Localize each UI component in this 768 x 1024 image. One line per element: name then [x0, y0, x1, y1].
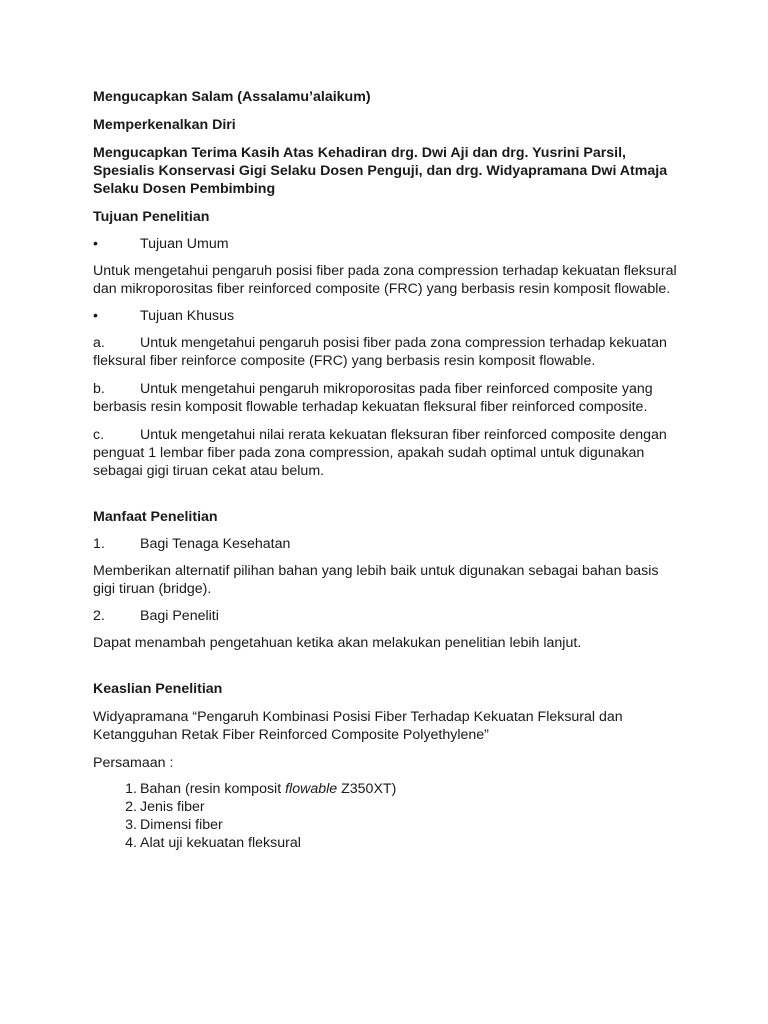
list-text: Dimensi fiber	[140, 817, 223, 833]
bullet-marker: •	[93, 308, 98, 324]
tujuan-umum-bullet	[93, 236, 683, 252]
tujuan-khusus-item-a	[93, 334, 683, 370]
bullet-marker: •	[93, 236, 98, 252]
item-marker: 1.	[93, 536, 105, 552]
tujuan-umum-text: Untuk mengetahui pengaruh posisi fiber pada zona compression terhadap kekuatan fleksural dan mikroporositas fiber reinforced composite (FRC) yang berbasis resin komposit flowable.	[93, 263, 677, 297]
persamaan-list	[93, 780, 683, 852]
manfaat-item-2-text: Dapat menambah pengetahuan ketika akan melakukan penelitian lebih lanjut.	[93, 635, 582, 651]
tujuan-umum-label: Tujuan Umum	[140, 236, 229, 252]
list-item	[125, 780, 683, 798]
item-text: Untuk mengetahui nilai rerata kekuatan fleksuran fiber reinforced composite dengan penguat 1 lembar fiber pada zona compression, apakah sudah optimal untuk digunakan sebagai gigi tiruan cekat atau belum.	[93, 427, 667, 479]
tujuan-khusus-label: Tujuan Khusus	[140, 308, 235, 324]
intro-line: Memperkenalkan Diri	[93, 117, 236, 133]
list-number: 3.	[125, 817, 137, 833]
keaslian-heading: Keaslian Penelitian	[93, 681, 223, 697]
item-text: Untuk mengetahui pengaruh posisi fiber pada zona compression terhadap kekuatan fleksural fiber reinforce composite (FRC) yang berbasis resin komposit flowable.	[93, 335, 667, 369]
tujuan-heading: Tujuan Penelitian	[93, 209, 210, 225]
list-item	[125, 816, 683, 834]
manfaat-item-label: Bagi Tenaga Kesehatan	[140, 536, 291, 552]
item-marker: 2.	[93, 608, 105, 624]
manfaat-item-label: Bagi Peneliti	[140, 608, 219, 624]
persamaan-label: Persamaan :	[93, 755, 174, 771]
manfaat-heading: Manfaat Penelitian	[93, 509, 218, 525]
tujuan-khusus-bullet	[93, 308, 683, 324]
item-marker: b.	[93, 381, 105, 397]
item-marker: a.	[93, 335, 105, 351]
list-number: 4.	[125, 835, 137, 851]
item-text: Untuk mengetahui pengaruh mikroporositas pada fiber reinforced composite yang berbasis resin komposit flowable terhadap kekuatan fleksural fiber reinforced composite.	[93, 381, 653, 415]
list-text-italic: flowable	[285, 781, 338, 797]
list-number: 1.	[125, 781, 137, 797]
list-item	[125, 798, 683, 816]
tujuan-khusus-item-b	[93, 380, 683, 416]
greeting-line: Mengucapkan Salam (Assalamu’alaikum)	[93, 89, 371, 105]
manfaat-item-1	[93, 536, 683, 552]
tujuan-khusus-item-c	[93, 426, 683, 480]
list-item	[125, 834, 683, 852]
thanks-paragraph: Mengucapkan Terima Kasih Atas Kehadiran drg. Dwi Aji dan drg. Yusrini Parsil, Spesialis Konservasi Gigi Selaku Dosen Penguji, dan drg. Widyapramana Dwi Atmaja Selaku Dosen Pembimbing	[93, 145, 668, 197]
list-text-before: Bahan (resin komposit	[140, 781, 286, 797]
list-text: Jenis fiber	[140, 799, 205, 815]
list-text: Alat uji kekuatan fleksural	[140, 835, 301, 851]
manfaat-item-2	[93, 608, 683, 624]
keaslian-text: Widyapramana “Pengaruh Kombinasi Posisi Fiber Terhadap Kekuatan Fleksural dan Ketangguhan Retak Fiber Reinforced Composite Polyethylene”	[93, 709, 623, 743]
list-text-after: Z350XT)	[337, 781, 397, 797]
list-number: 2.	[125, 799, 137, 815]
manfaat-item-1-text: Memberikan alternatif pilihan bahan yang lebih baik untuk digunakan sebagai bahan basis gigi tiruan (bridge).	[93, 563, 659, 597]
item-marker: c.	[93, 427, 105, 443]
document-page	[93, 88, 683, 852]
